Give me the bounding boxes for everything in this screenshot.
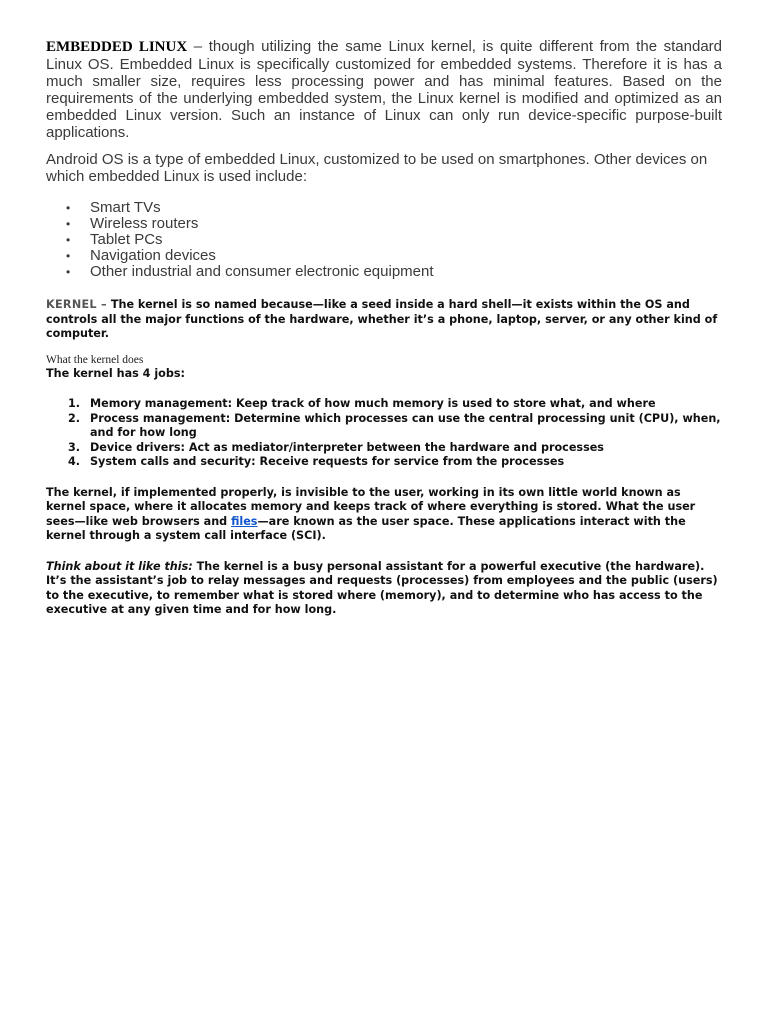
list-item xyxy=(46,232,722,248)
list-item xyxy=(46,248,722,264)
list-item xyxy=(46,200,722,216)
list-item xyxy=(46,441,722,456)
document-page xyxy=(46,38,722,618)
analogy-lead: Think about it like this: xyxy=(46,559,193,573)
list-item xyxy=(46,397,722,412)
analogy-paragraph xyxy=(46,560,722,618)
list-item xyxy=(46,264,722,280)
bullet-icon: • xyxy=(66,249,71,263)
kernel-lead: KERNEL – xyxy=(46,298,107,311)
list-item-label: Device drivers: Act as mediator/interpreter between the hardware and processes xyxy=(90,440,604,454)
intro-paragraph xyxy=(46,38,722,141)
list-item-label: Wireless routers xyxy=(90,215,199,232)
list-item-label: Other industrial and consumer electronic equipment xyxy=(90,263,434,280)
kernel-space-text-after: —are known as the user space. These applications interact with the kernel through a system call interface (SCI). xyxy=(46,514,686,542)
kernel-paragraph xyxy=(46,298,722,342)
list-number: 1. xyxy=(68,397,81,410)
list-item xyxy=(46,216,722,232)
list-item xyxy=(46,412,722,441)
intro-lead: EMBEDDED LINUX xyxy=(46,39,188,55)
kernel-space-text-before: The kernel, if implemented properly, is invisible to the user, working in its own little world known as kernel space, where it allocates memory and keeps track of where everything is stored. What the user sees—like web browsers and xyxy=(46,485,696,528)
bullet-icon: • xyxy=(66,265,71,279)
intro-text: – though utilizing the same Linux kernel, is quite different from the standard Linux OS. Embedded Linux is specifically customized for embedded systems. Therefore it is has a much smaller size, requires less processing power and has minimal features. Based on the requirements of the underlying embedded system, the Linux kernel is modified and optimized as an embedded Linux version. Such an instance of Linux can only run device-specific purpose-built applications. xyxy=(46,38,722,141)
list-number: 2. xyxy=(68,411,81,425)
device-list xyxy=(46,200,722,280)
list-number: 4. xyxy=(68,455,81,468)
list-number: 3. xyxy=(68,440,81,454)
list-item-label: Tablet PCs xyxy=(90,231,163,248)
bullet-icon: • xyxy=(66,233,71,247)
android-paragraph: Android OS is a type of embedded Linux, customized to be used on smartphones. Other devices on which embedded Linux is used include: xyxy=(46,151,708,185)
list-item-label: Process management: Determine which processes can use the central processing unit (CPU), when, and for how long xyxy=(90,411,721,439)
list-item-label: System calls and security: Receive requests for service from the processes xyxy=(90,455,565,468)
list-item xyxy=(46,455,722,470)
jobs-intro: The kernel has 4 jobs: xyxy=(46,366,186,380)
bullet-icon: • xyxy=(66,217,71,231)
section-subheading: What the kernel does xyxy=(46,353,144,366)
list-item-label: Navigation devices xyxy=(90,247,216,264)
kernel-text: The kernel is so named because—like a seed inside a hard shell—it exists within the OS and controls all the major functions of the hardware, whether it’s a phone, laptop, server, or any other kind of computer. xyxy=(46,298,718,340)
jobs-list xyxy=(46,397,722,470)
files-link[interactable]: files xyxy=(231,514,258,528)
list-item-label: Memory management: Keep track of how much memory is used to store what, and where xyxy=(90,397,656,410)
analogy-text: The kernel is a busy personal assistant for a powerful executive (the hardware). It’s the assistant’s job to relay messages and requests (processes) from employees and the public (users) to the executive, to remember what is stored where (memory), and to determine who has access to the executive at any given time and for how long. xyxy=(46,559,718,616)
kernel-space-paragraph xyxy=(46,486,722,544)
bullet-icon: • xyxy=(66,201,71,215)
list-item-label: Smart TVs xyxy=(90,199,161,216)
